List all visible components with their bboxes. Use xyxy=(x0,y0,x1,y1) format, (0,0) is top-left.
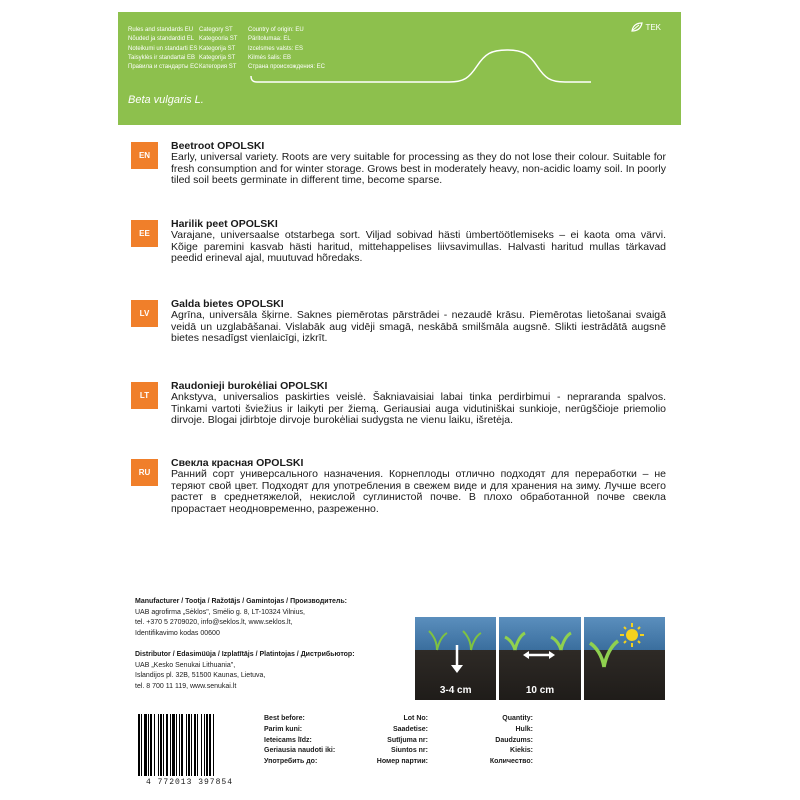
quantity-label: Kiekis: xyxy=(510,747,533,755)
barcode xyxy=(138,714,248,776)
lot-label: Saadetise: xyxy=(392,725,428,733)
section-title: Raudonieji burokėliai OPOLSKI xyxy=(171,380,328,392)
lot-label: Номер партии: xyxy=(376,758,428,766)
origin-line: Country of origin: EU xyxy=(248,27,304,33)
section-body: Varajane, universaalse otstarbega sort. Viljad sobivad hästi ümbertöötlemiseks – ei kaota oma värvi. Kõige paremini kasvab hästi haritud, mittehappelises liivsavimullas. Halvasti haritud mullas tärkavad peedid erineval ajal, muutuvad hõredaks. xyxy=(171,229,666,265)
section-body: Ранний сорт универсального назначения. Корнеплоды отлично подходят для переработки – не теряют свой цвет. Подходят для употребления в свежем виде и для хранения на зиму. Лучше всего растет в среднетяжелой, некислой суглинистой почве. В плохо обработанной почве свекла прорастает неодновременно, разреженно. xyxy=(171,468,666,516)
barcode-bar xyxy=(214,714,215,776)
best-before-label: Best before: xyxy=(264,715,305,722)
planting-spacing-image xyxy=(499,617,580,700)
rules-line: Rules and standards EU xyxy=(128,27,194,33)
manufacturer-label: Manufacturer / Tootja / Ražotājs / Gamintojas / Производитель: xyxy=(135,598,347,605)
section-body: Early, universal variety. Roots are very suitable for processing as they do not lose their colour. Suitable for fresh consumption and for winter storage. Grows best in moderately heavy, non-acidic loamy soil. In poorly tiled soil beets germinate in different time, become sparse. xyxy=(171,151,666,187)
language-badge: LT xyxy=(131,382,158,409)
brand-name: TEK xyxy=(645,22,661,32)
category-line: Категория ST xyxy=(199,64,237,71)
origin-line: Kilmės šalis: EB xyxy=(248,54,292,61)
lot-label: Sutījuma nr: xyxy=(387,736,428,744)
section-title: Свекла красная OPOLSKI xyxy=(171,457,304,469)
rules-line: Noteikumi un standarti ES xyxy=(128,45,198,52)
quantity-label: Hulk: xyxy=(515,725,533,733)
brand-logo xyxy=(631,22,661,32)
rules-column xyxy=(128,26,199,72)
hang-tab-outline xyxy=(249,42,599,84)
language-badge: EN xyxy=(131,142,158,169)
lot-labels xyxy=(377,714,428,768)
best-before-label: Parim kuni: xyxy=(264,725,303,733)
header-band xyxy=(118,12,681,125)
section-title: Galda bietes OPOLSKI xyxy=(171,298,284,310)
lot-label: Lot No: xyxy=(403,715,428,722)
section-body: Agrīna, universāla šķirne. Saknes piemērotas pārstrādei - nezaudē krāsu. Piemērotas lietošanai svaigā veidā un uzglabāšanai. Vislabāk aug vidēji smagā, neskābā smilšmāla augsnē. Slikti iestrādātā augsnē bietes nesadīgst vienlaicīgi, izkrīt. xyxy=(171,309,666,345)
distributor-line: tel. 8 700 11 119, www.senukai.lt xyxy=(135,682,237,690)
rules-line: Правила и стандарты ЕС xyxy=(128,64,199,71)
quantity-label: Daudzums: xyxy=(495,736,533,744)
language-badge: RU xyxy=(131,459,158,486)
species-name: Beta vulgaris L. xyxy=(128,94,204,106)
manufacturer-line: tel. +370 5 2709020, info@seklos.lt, www.seklos.lt, xyxy=(135,619,293,627)
plant-growth-image xyxy=(584,617,665,700)
category-line: Category ST xyxy=(199,27,233,33)
planting-illustrations xyxy=(415,617,665,700)
rules-line: Nõuded ja standardid EL xyxy=(128,36,195,43)
spacing-label: 10 cm xyxy=(525,685,555,696)
planting-depth-image xyxy=(415,617,496,700)
distributor-line: UAB „Kesko Senukai Lithuania", xyxy=(135,661,236,669)
section-title: Harilik peet OPOLSKI xyxy=(171,218,278,230)
quantity-labels xyxy=(490,714,533,768)
barcode-number: 4 772013 397854 xyxy=(146,778,234,787)
bottom-info xyxy=(138,714,533,789)
origin-line: Izcelsmes valsts: ES xyxy=(248,45,304,52)
section-title: Beetroot OPOLSKI xyxy=(171,140,265,152)
manufacturer-block xyxy=(135,597,405,693)
category-line: Kategorija ST xyxy=(199,54,236,61)
category-line: Kategorija ST xyxy=(199,45,236,52)
rules-line: Taisyklės ir standartai EB xyxy=(128,54,196,61)
best-before-label: Ieteicams līdz: xyxy=(264,736,312,744)
leaf-icon xyxy=(631,22,643,32)
section-body: Ankstyva, universalios paskirties veislė. Šakniavaisiai labai tinka perdirbimui - nepraranda spalvos. Tinkami vartoti šviežius ir laikyti per žiemą. Geriausiai auga vidutiniškai sunkioje, nerūgščioje priemolio dirvoje. Blogai įdirbtoje dirvoje burokėliai sudygsta ne vienu laiku, išretėja. xyxy=(171,391,666,427)
origin-line: Päritolumaa: EL xyxy=(248,36,291,43)
language-badge: LV xyxy=(131,300,158,327)
category-line: Kategooria ST xyxy=(199,36,238,43)
origin-line: Страна происхождения: ЕС xyxy=(248,64,325,71)
quantity-label: Quantity: xyxy=(502,715,533,722)
depth-label: 3-4 cm xyxy=(439,685,472,696)
sun-plant-icon xyxy=(584,617,665,700)
distributor-label: Distributor / Edasimüüja / Izplatītājs / Platintojas / Дистрибьютор: xyxy=(135,650,355,658)
best-before-label: Geriausia naudoti iki: xyxy=(264,747,336,755)
best-before-labels xyxy=(264,714,335,768)
category-column xyxy=(199,26,237,72)
best-before-label: Употребить до: xyxy=(264,758,318,766)
lot-label: Siuntos nr: xyxy=(391,747,428,755)
manufacturer-line: Identifikavimo kodas 00600 xyxy=(135,630,220,638)
manufacturer-line: UAB agrofirma „Sėklos", Smėlio g. 8, LT-10324 Vilnius, xyxy=(135,608,305,616)
language-badge: EE xyxy=(131,220,158,247)
distributor-line: Islandijos pl. 32B, 51500 Kaunas, Lietuva, xyxy=(135,672,266,680)
quantity-label: Количество: xyxy=(489,758,533,766)
